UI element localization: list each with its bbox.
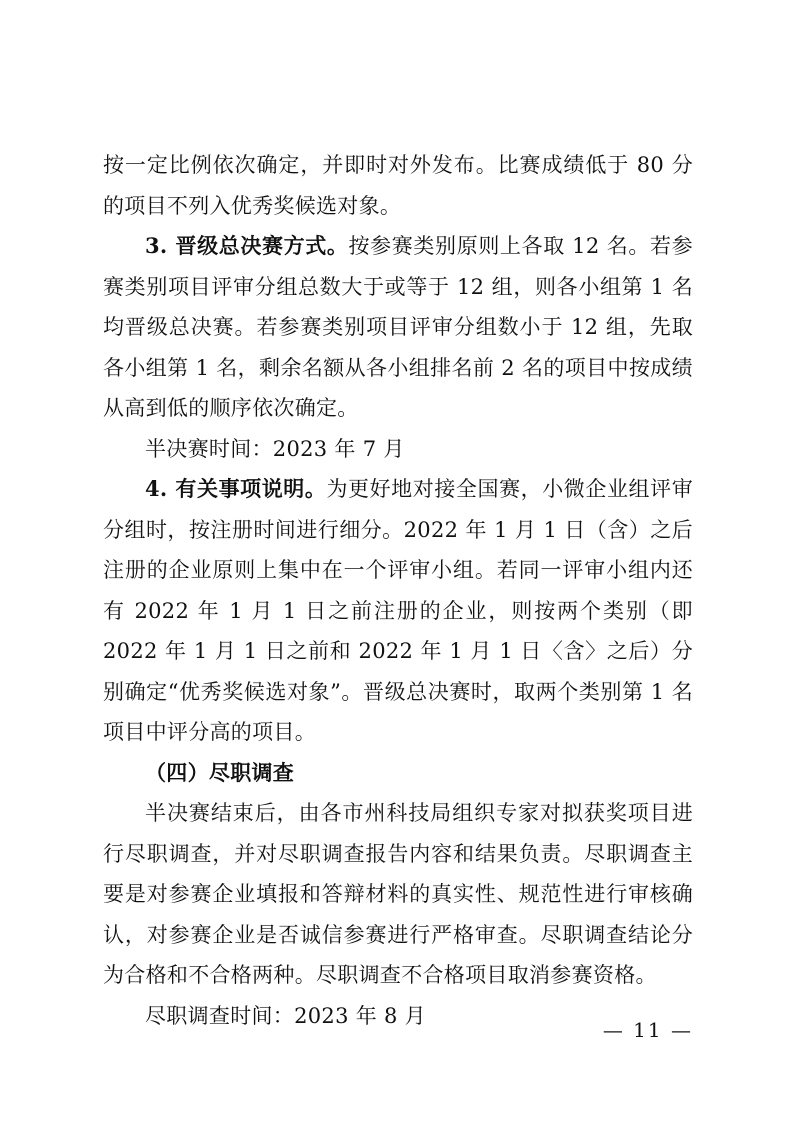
paragraph-final-promotion — [103, 226, 693, 429]
paragraph-due-diligence-time: 尽职调查时间：2023 年 8 月 — [145, 1003, 426, 1028]
paragraph-matters-explanation — [103, 469, 693, 753]
paragraph-semifinal-time: 半决赛时间：2023 年 7 月 — [145, 436, 405, 461]
document-body — [103, 145, 693, 1036]
paragraph-lead-matters-explanation: 4. 有关事项说明。 — [145, 476, 327, 501]
paragraph-ranking-continuation: 按一定比例依次确定，并即时对外发布。比赛成绩低于 80 分的项目不列入优秀奖候选对象。 — [103, 153, 693, 218]
paragraph-body-matters-explanation: 为更好地对接全国赛，小微企业组评审分组时，按注册时间进行细分。2022 年 1 月 1 日（含）之后注册的企业原则上集中在一个评审小组。若同一评审小组内还有 2022 年 1 月 1 日之前注册的企业，则按两个类别（即 2022 年 1 月 1 日之前和 2022 年 1 月 1 日〈含〉之后）分别确定“优秀奖候选对象”。晋级总决赛时，取两个类别第 1 名项目中评分高的项目。 — [103, 477, 693, 744]
paragraph-due-diligence: 半决赛结束后，由各市州科技局组织专家对拟获奖项目进行尽职调查，并对尽职调查报告内容和结果负责。尽职调查主要是对参赛企业填报和答辩材料的真实性、规范性进行审核确认，对参赛企业是否诚信参赛进行严格审查。尽职调查结论分为合格和不合格两种。尽职调查不合格项目取消参赛资格。 — [103, 801, 693, 987]
page-number: — 11 — — [602, 1018, 693, 1042]
section-heading-due-diligence: （四）尽职调查 — [145, 759, 295, 785]
paragraph-body-final-promotion: 按参赛类别原则上各取 12 名。若参赛类别项目评审分组总数大于或等于 12 组，则各小组第 1 名均晋级总决赛。若参赛类别项目评审分组数小于 12 组，先取各小组第 1 名，剩余名额从各小组排名前 2 名的项目中按成绩从高到低的顺序依次确定。 — [103, 234, 693, 420]
paragraph-lead-final-promotion: 3. 晋级总决赛方式。 — [145, 233, 349, 258]
